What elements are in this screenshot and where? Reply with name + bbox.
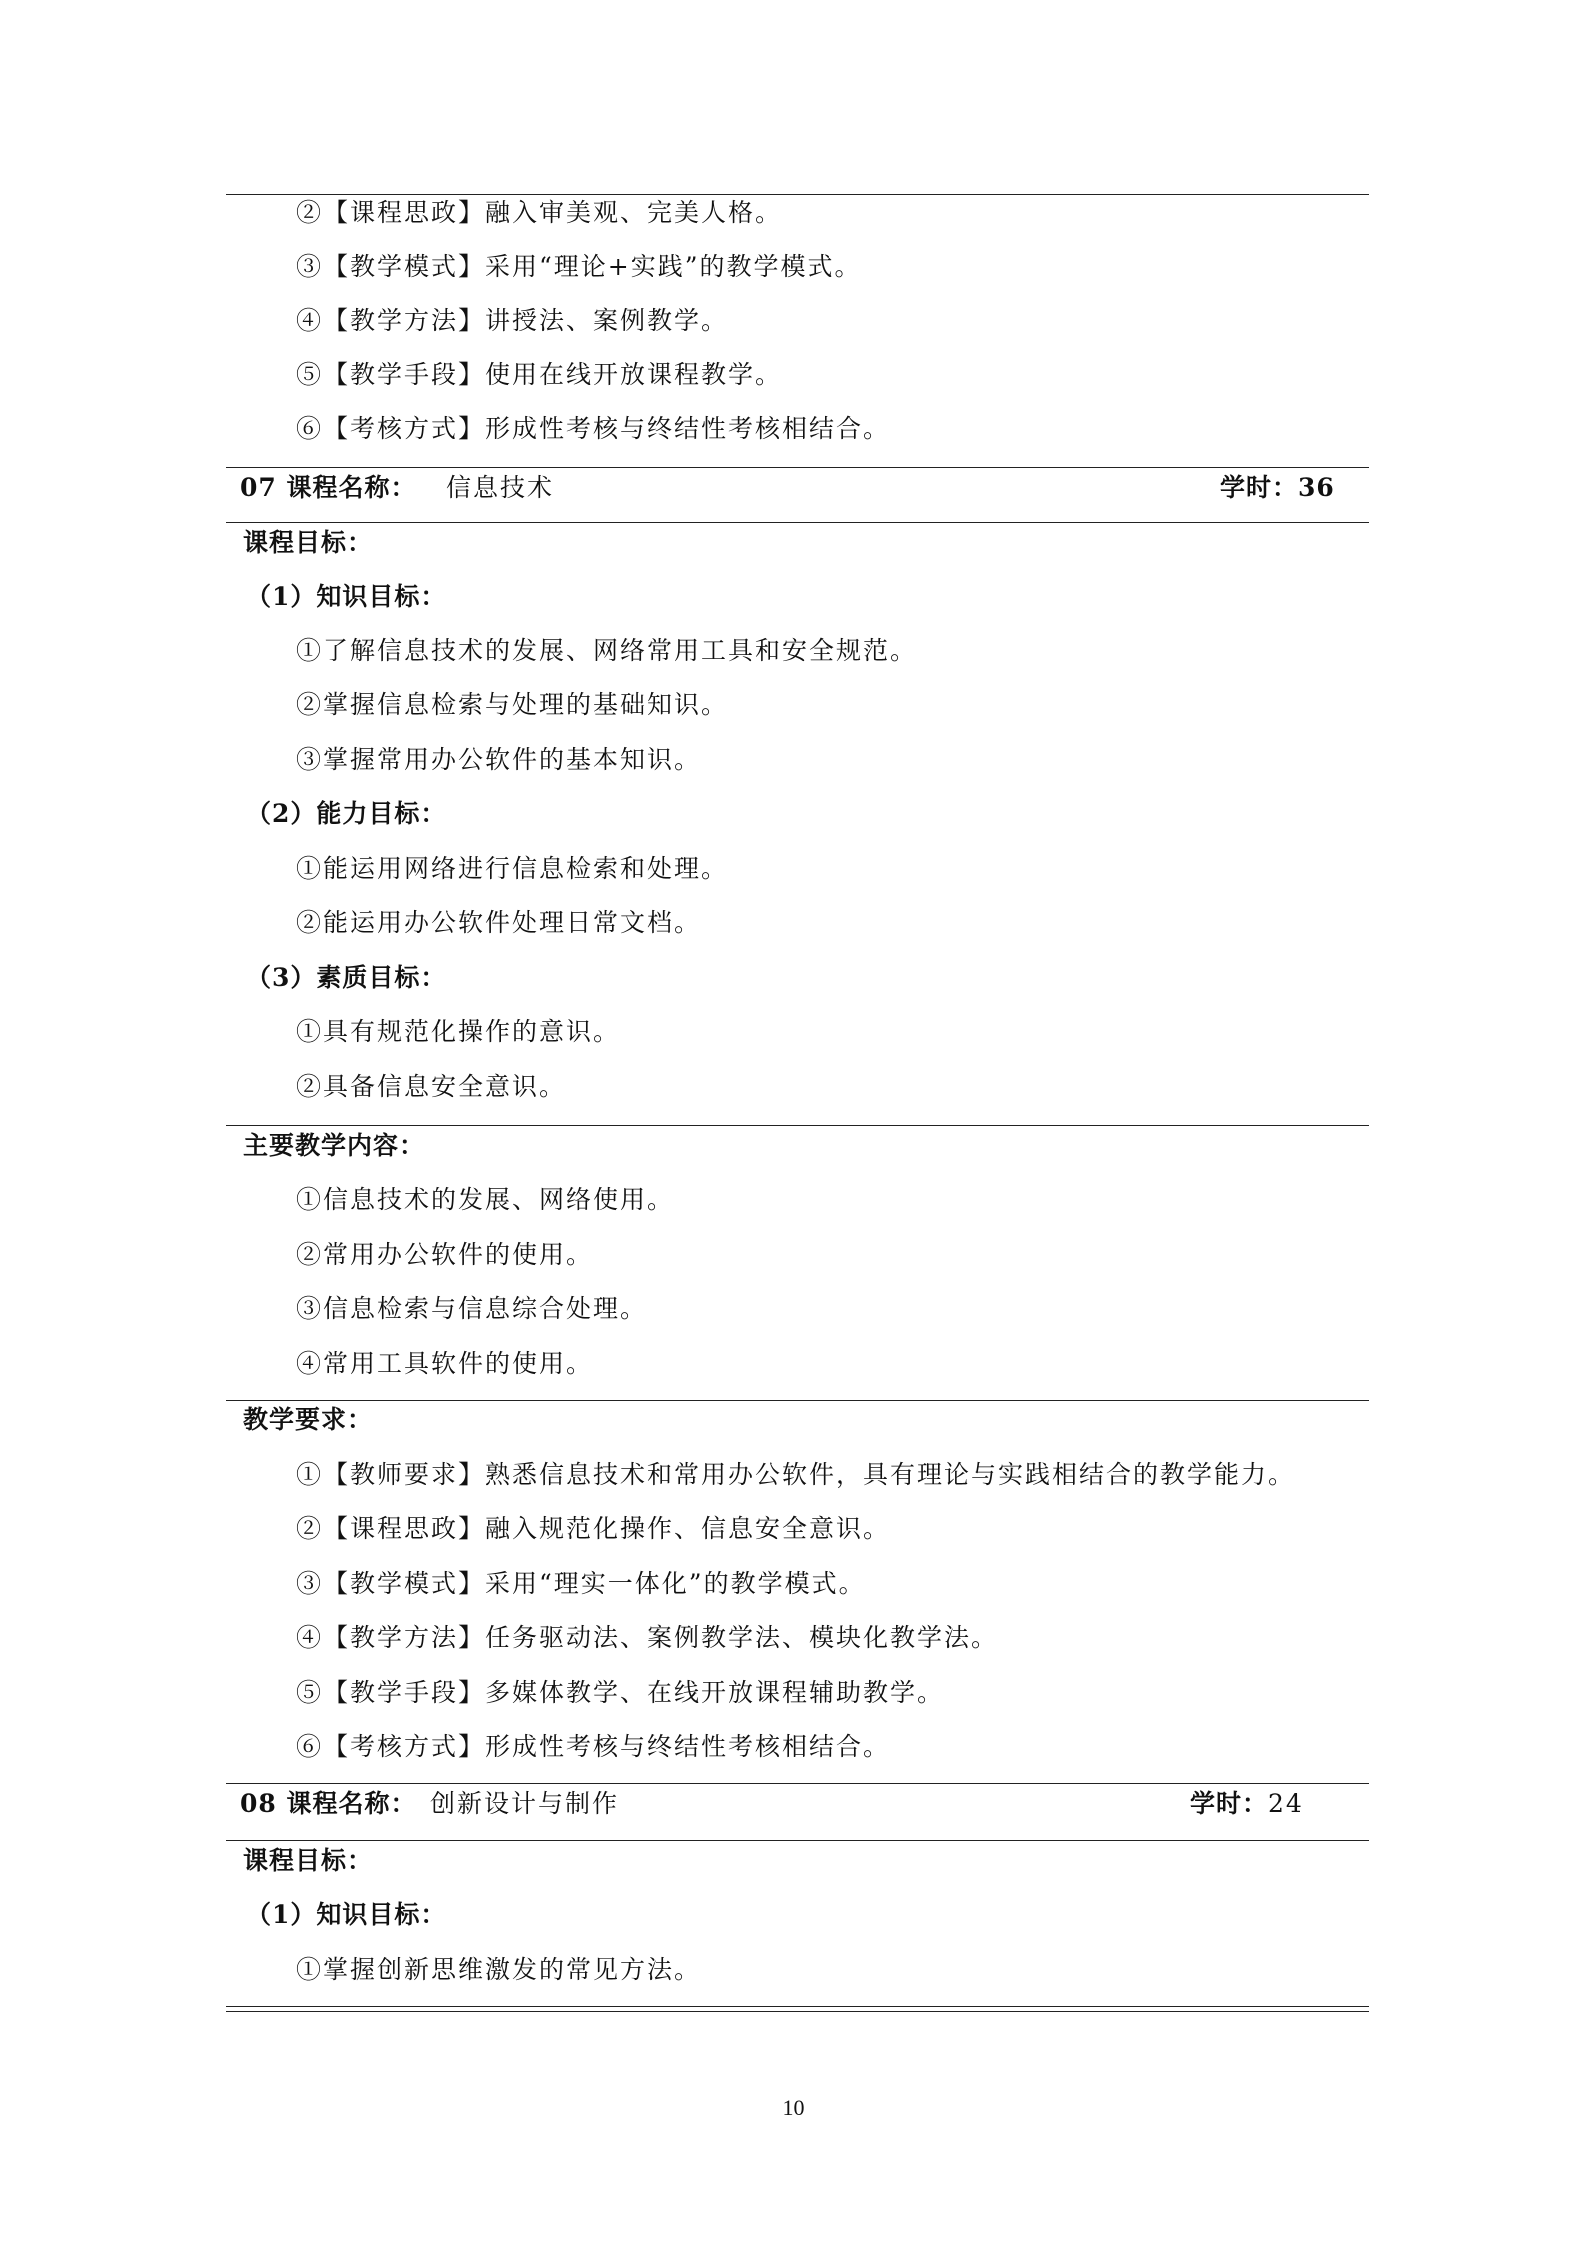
list-item: ④【教学方法】任务驱动法、案例教学法、模块化教学法。 — [296, 1623, 999, 1652]
course08-goals-title: 课程目标： — [243, 1846, 374, 1875]
list-item: ②能运用办公软件处理日常文档。 — [296, 908, 702, 937]
list-item: ⑥【考核方式】形成性考核与终结性考核相结合。 — [296, 414, 891, 443]
course07-goals-title: 课程目标： — [243, 528, 374, 557]
list-item: ③信息检索与信息综合处理。 — [296, 1294, 648, 1323]
rule — [226, 1783, 1369, 1784]
course08-knowledge-title: （1）知识目标： — [246, 1900, 447, 1929]
rule — [226, 467, 1369, 468]
course08-hours-label: 学时： — [1190, 1789, 1269, 1818]
list-item: ⑤【教学手段】多媒体教学、在线开放课程辅助教学。 — [296, 1678, 945, 1707]
course08-header-label: 08 课程名称： — [240, 1789, 417, 1818]
list-item: ①信息技术的发展、网络使用。 — [296, 1185, 675, 1214]
list-item: ③掌握常用办公软件的基本知识。 — [296, 745, 702, 774]
course08-hours-value: 24 — [1268, 1789, 1304, 1818]
list-item: ②具备信息安全意识。 — [296, 1072, 567, 1101]
rule — [226, 1125, 1369, 1126]
list-item: ①【教师要求】熟悉信息技术和常用办公软件，具有理论与实践相结合的教学能力。 — [296, 1460, 1296, 1489]
content-title: 主要教学内容： — [243, 1131, 426, 1160]
list-item: ①掌握创新思维激发的常见方法。 — [296, 1955, 702, 1984]
list-item: ⑤【教学手段】使用在线开放课程教学。 — [296, 360, 783, 389]
list-item: ③【教学模式】采用“理实一体化”的教学模式。 — [296, 1569, 866, 1598]
rule — [226, 1400, 1369, 1401]
list-item: ②掌握信息检索与处理的基础知识。 — [296, 690, 729, 719]
rule — [226, 522, 1369, 523]
course08-name: 创新设计与制作 — [430, 1789, 620, 1818]
rule — [226, 1840, 1369, 1841]
list-item: ⑥【考核方式】形成性考核与终结性考核相结合。 — [296, 1732, 891, 1761]
list-item: ①能运用网络进行信息检索和处理。 — [296, 854, 729, 883]
ability-goals-title: （2）能力目标： — [246, 799, 447, 828]
rule-top — [226, 194, 1369, 195]
knowledge-goals-title: （1）知识目标： — [246, 582, 447, 611]
list-item: ①了解信息技术的发展、网络常用工具和安全规范。 — [296, 636, 918, 665]
list-item: ②常用办公软件的使用。 — [296, 1240, 594, 1269]
requirements-title: 教学要求： — [243, 1405, 374, 1434]
page-number: 10 — [782, 2095, 805, 2120]
course08-hours — [1190, 1789, 1304, 1819]
quality-goals-title: （3）素质目标： — [246, 963, 447, 992]
list-item: ①具有规范化操作的意识。 — [296, 1017, 621, 1046]
list-item: ②【课程思政】融入审美观、完美人格。 — [296, 198, 783, 227]
course07-hours: 学时：36 — [1220, 473, 1335, 502]
course07-name: 信息技术 — [446, 473, 555, 502]
list-item: ②【课程思政】融入规范化操作、信息安全意识。 — [296, 1514, 891, 1543]
rule-bottom-double — [226, 2006, 1369, 2012]
list-item: ④常用工具软件的使用。 — [296, 1349, 594, 1378]
list-item: ④【教学方法】讲授法、案例教学。 — [296, 306, 729, 335]
list-item: ③【教学模式】采用“理论+实践”的教学模式。 — [296, 252, 862, 281]
course07-header-label: 07 课程名称： — [240, 473, 417, 502]
